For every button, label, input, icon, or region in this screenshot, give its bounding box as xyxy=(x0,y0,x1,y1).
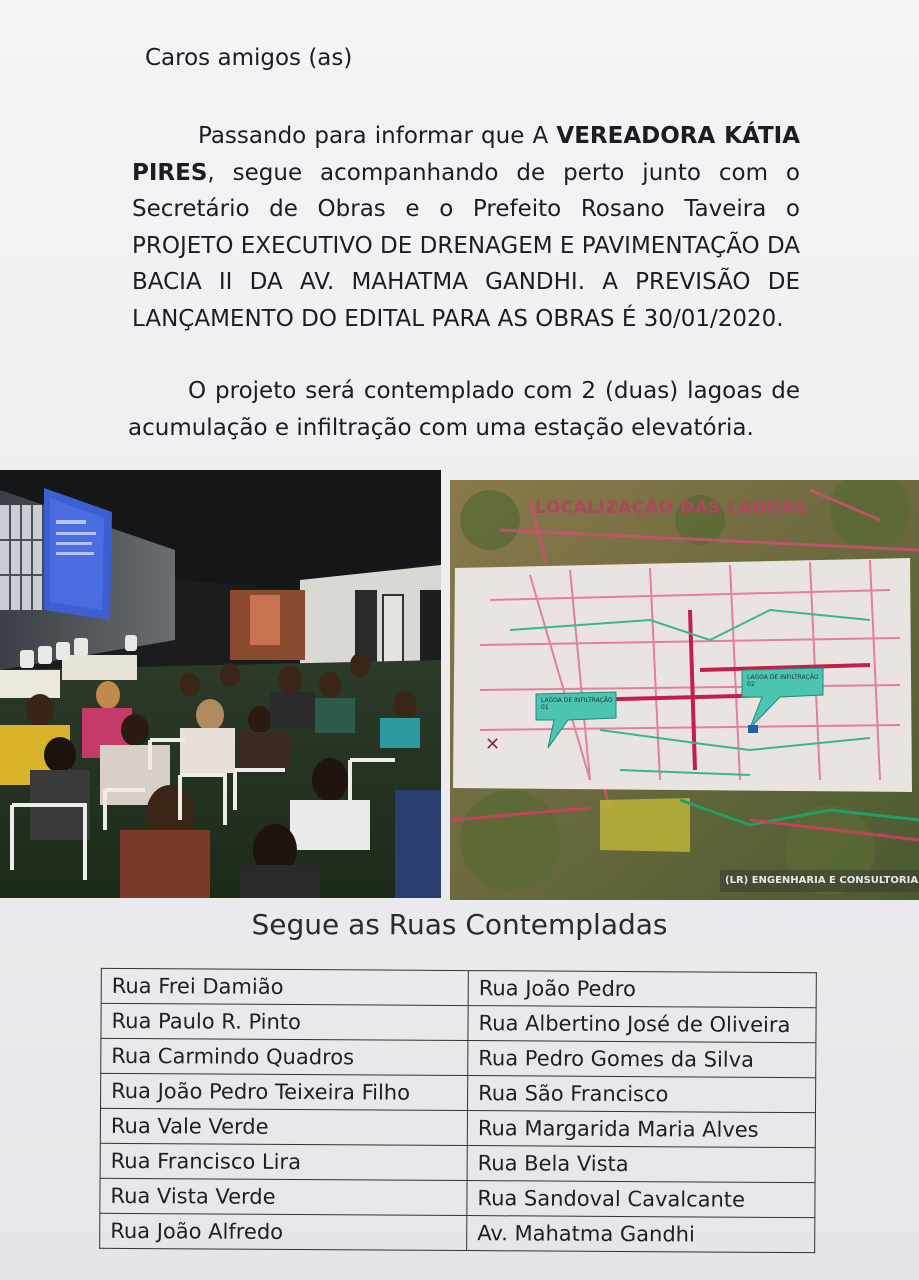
table-row xyxy=(100,1108,815,1147)
lagoon-2-label: LAGOA DE INFILTRAÇÃO 02 xyxy=(747,674,819,688)
table-row xyxy=(101,1003,816,1042)
paragraph-body: , segue acompanhando de perto junto com o Secretário de Obras e o Prefeito Rosano Taveira o PROJETO EXECUTIVO DE DRENAGEM E PAVIMENTAÇÃO DA BACIA II DA AV. MAHATMA GANDHI. A PREVISÃO DE LANÇAMENTO DO EDITAL PARA AS OBRAS É 30/01/2020. xyxy=(132,159,800,332)
svg-text:✕: ✕ xyxy=(485,734,501,755)
paragraph-announcement xyxy=(132,118,800,337)
street-cell: Rua João Pedro xyxy=(468,971,816,1008)
map-title: LOCALIZAÇÃO DAS LAGOAS xyxy=(535,498,808,518)
street-cell: Rua Sandoval Cavalcante xyxy=(467,1181,815,1218)
street-cell: Rua Pedro Gomes da Silva xyxy=(468,1041,816,1078)
paragraph-project: O projeto será contemplado com 2 (duas) lagoas de acumulação e infiltração com uma estação elevatória. xyxy=(128,378,800,441)
street-cell: Rua São Francisco xyxy=(467,1076,815,1113)
table-row xyxy=(100,1213,815,1252)
greeting: Caros amigos (as) xyxy=(145,45,353,71)
streets-title: Segue as Ruas Contempladas xyxy=(251,908,668,941)
street-cell: Rua Margarida Maria Alves xyxy=(467,1111,815,1148)
street-cell: Rua Paulo R. Pinto xyxy=(101,1003,468,1040)
street-cell: Rua Bela Vista xyxy=(467,1146,815,1183)
table-row xyxy=(101,968,816,1007)
street-cell: Av. Mahatma Gandhi xyxy=(467,1216,815,1253)
table-row xyxy=(101,1038,816,1077)
street-cell: Rua João Alfredo xyxy=(100,1213,467,1250)
street-cell: Rua Albertino José de Oliveira xyxy=(468,1006,816,1043)
lagoon-1-label: LAGOA DE INFILTRAÇÃO 01 xyxy=(541,697,613,711)
street-cell: Rua João Pedro Teixeira Filho xyxy=(101,1073,468,1110)
councilwoman-name: VEREADORA KÁTIA PIRES xyxy=(132,123,800,186)
lagoons-map xyxy=(450,480,919,900)
street-cell: Rua Vale Verde xyxy=(100,1108,467,1145)
street-cell: Rua Francisco Lira xyxy=(100,1143,467,1180)
streets-table xyxy=(99,968,817,1253)
street-cell: Rua Vista Verde xyxy=(100,1178,467,1215)
table-row xyxy=(100,1178,815,1217)
engineering-credit: (LR) ENGENHARIA E CONSULTORIA xyxy=(725,875,919,886)
street-cell: Rua Carmindo Quadros xyxy=(101,1038,468,1075)
meeting-photo xyxy=(0,470,441,898)
paragraph-intro: Passando para informar que A xyxy=(198,123,557,149)
table-row xyxy=(101,1073,816,1112)
table-row xyxy=(100,1143,815,1182)
street-cell: Rua Frei Damião xyxy=(101,968,468,1005)
